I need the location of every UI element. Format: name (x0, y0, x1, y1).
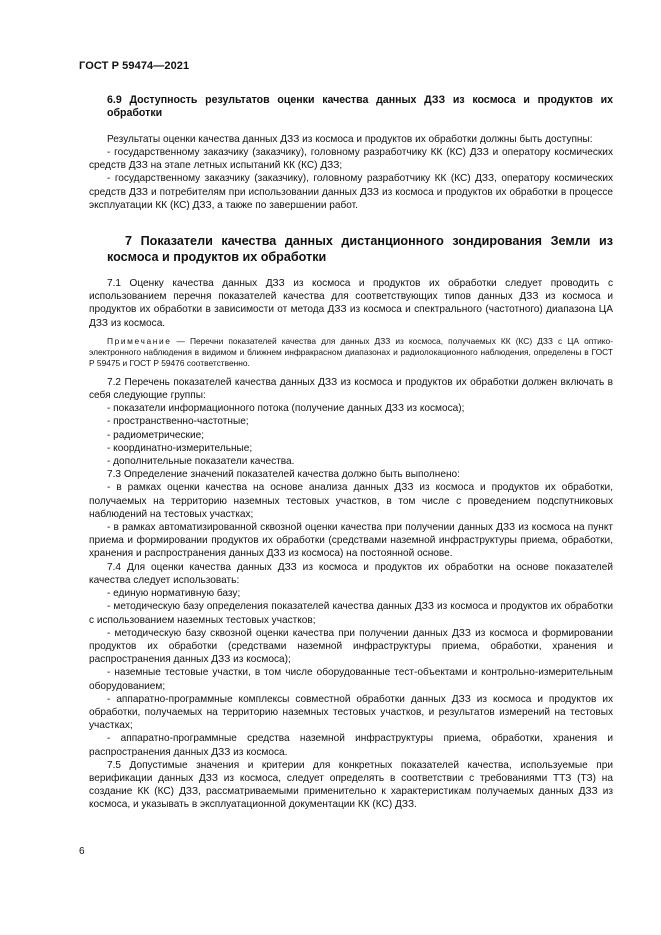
list-item: - радиометрические; (107, 429, 205, 441)
list-item: - дополнительные показатели качества. (107, 456, 295, 468)
section-6-9-intro: Результаты оценки качества данных ДЗЗ из космоса и продуктов их обработки должны быть доступны: (107, 133, 593, 145)
section-6-9-heading: 6.9 Доступность результатов оценки качества данных ДЗЗ из космоса и продуктов их обработки (107, 94, 613, 120)
document-id-header: ГОСТ Р 59474—2021 (79, 60, 190, 72)
page-content (89, 94, 613, 812)
list-item: - аппаратно-программные средства наземной инфраструктуры приема, обработки, хранения и распространения данных ДЗЗ из космоса. (89, 733, 613, 758)
paragraph-7-4: 7.4 Для оценки качества данных ДЗЗ из космоса и продуктов их обработки на основе показателей качества следует использовать: (89, 561, 613, 586)
note-text: — Перечни показателей качества для данных ДЗЗ из космоса, получаемых КК (КС) ДЗЗ с ЦА оптико-электронного наблюдения в видимом и ближнем инфракрасном диапазонах и радиолокационного наблюдения, определены в ГОСТ Р 59475 и ГОСТ Р 59476 соответственно. (89, 335, 613, 368)
paragraph-7-3: 7.3 Определение значений показателей качества должно быть выполнено: (107, 469, 460, 481)
list-item: - в рамках автоматизированной сквозной оценки качества при получении данных ДЗЗ из космоса на пункт приема и формировании продуктов их обработки (средствами наземной инфраструктуры приема, обработки, хранения и распространения данных ДЗЗ из космоса) на постоянной основе. (89, 522, 613, 560)
section-6-9-item-2: - государственному заказчику (заказчику), головному разработчику КК (КС) ДЗЗ, оператору космических средств ДЗЗ и потребителям при использовании данных ДЗЗ из космоса и продуктов их обработки в процессе эксплуатации КК (КС) ДЗЗ, а также по завершении работ. (89, 173, 613, 211)
list-item: - единую нормативную базу; (107, 588, 241, 600)
paragraph-7-1: 7.1 Оценку качества данных ДЗЗ из космоса и продуктов их обработки следует проводить с использованием перечня показателей качества для соответствующих типов данных ДЗЗ из космоса и продуктов их обработки в зависимости от метода ДЗЗ из космоса и спектрального (частотного) диапазона ЦА ДЗЗ из космоса. (89, 278, 613, 329)
section-6-9-item-1: - государственному заказчику (заказчику), головному разработчику КК (КС) ДЗЗ и оператору космических средств ДЗЗ на этапе летных испытаний КК (КС) ДЗЗ; (89, 147, 613, 172)
note-paragraph (89, 336, 613, 369)
paragraph-7-2: 7.2 Перечень показателей качества данных ДЗЗ из космоса и продуктов их обработки должен включать в себя следующие группы: (89, 376, 613, 402)
list-item: - методическую базу сквозной оценки качества при получении данных ДЗЗ из космоса и формировании продуктов их обработки (средствами наземной инфраструктуры приема, обработки, хранения и распространения данных ДЗЗ из космоса); (89, 627, 613, 666)
list-item: - показатели информационного потока (получение данных ДЗЗ из космоса); (107, 403, 465, 415)
paragraph-7-5: 7.5 Допустимые значения и критерии для конкретных показателей качества, используемые при верификации данных ДЗЗ из космоса, следует определять в соответствии с требованиями ТТЗ (ТЗ) на создание КК (КС) ДЗЗ, рассматриваемыми применительно к характеристикам получаемых данных ДЗЗ из космоса, и указывать в эксплуатационной документации КК (КС) ДЗЗ. (89, 759, 613, 811)
list-item: - наземные тестовые участки, в том числе оборудованные тест-объектами и контрольно-измерительным оборудованием; (89, 667, 613, 692)
list-item: - аппаратно-программные комплексы совместной обработки данных ДЗЗ из космоса и продуктов их обработки, получаемых на территорию наземных тестовых участков, и результатов измерений на тестовых участках; (89, 693, 613, 732)
page-number: 6 (79, 846, 85, 857)
list-item: - пространственно-частотные; (107, 416, 249, 428)
section-7-heading: 7 Показатели качества данных дистанционного зондирования Земли из космоса и продуктов их обработки (107, 234, 613, 265)
note-label: Примечание (107, 335, 172, 346)
list-item: - координатно-измерительные; (107, 442, 253, 454)
list-item: - методическую базу определения показателей качества данных ДЗЗ из космоса и продуктов их обработки с использованием наземных тестовых участков; (89, 601, 613, 626)
list-item: - в рамках оценки качества на основе анализа данных ДЗЗ из космоса и продуктов их обработки, получаемых на территорию наземных тестовых участков, в том числе с проведением подспутниковых наблюдений на тестовых участках; (89, 482, 613, 520)
